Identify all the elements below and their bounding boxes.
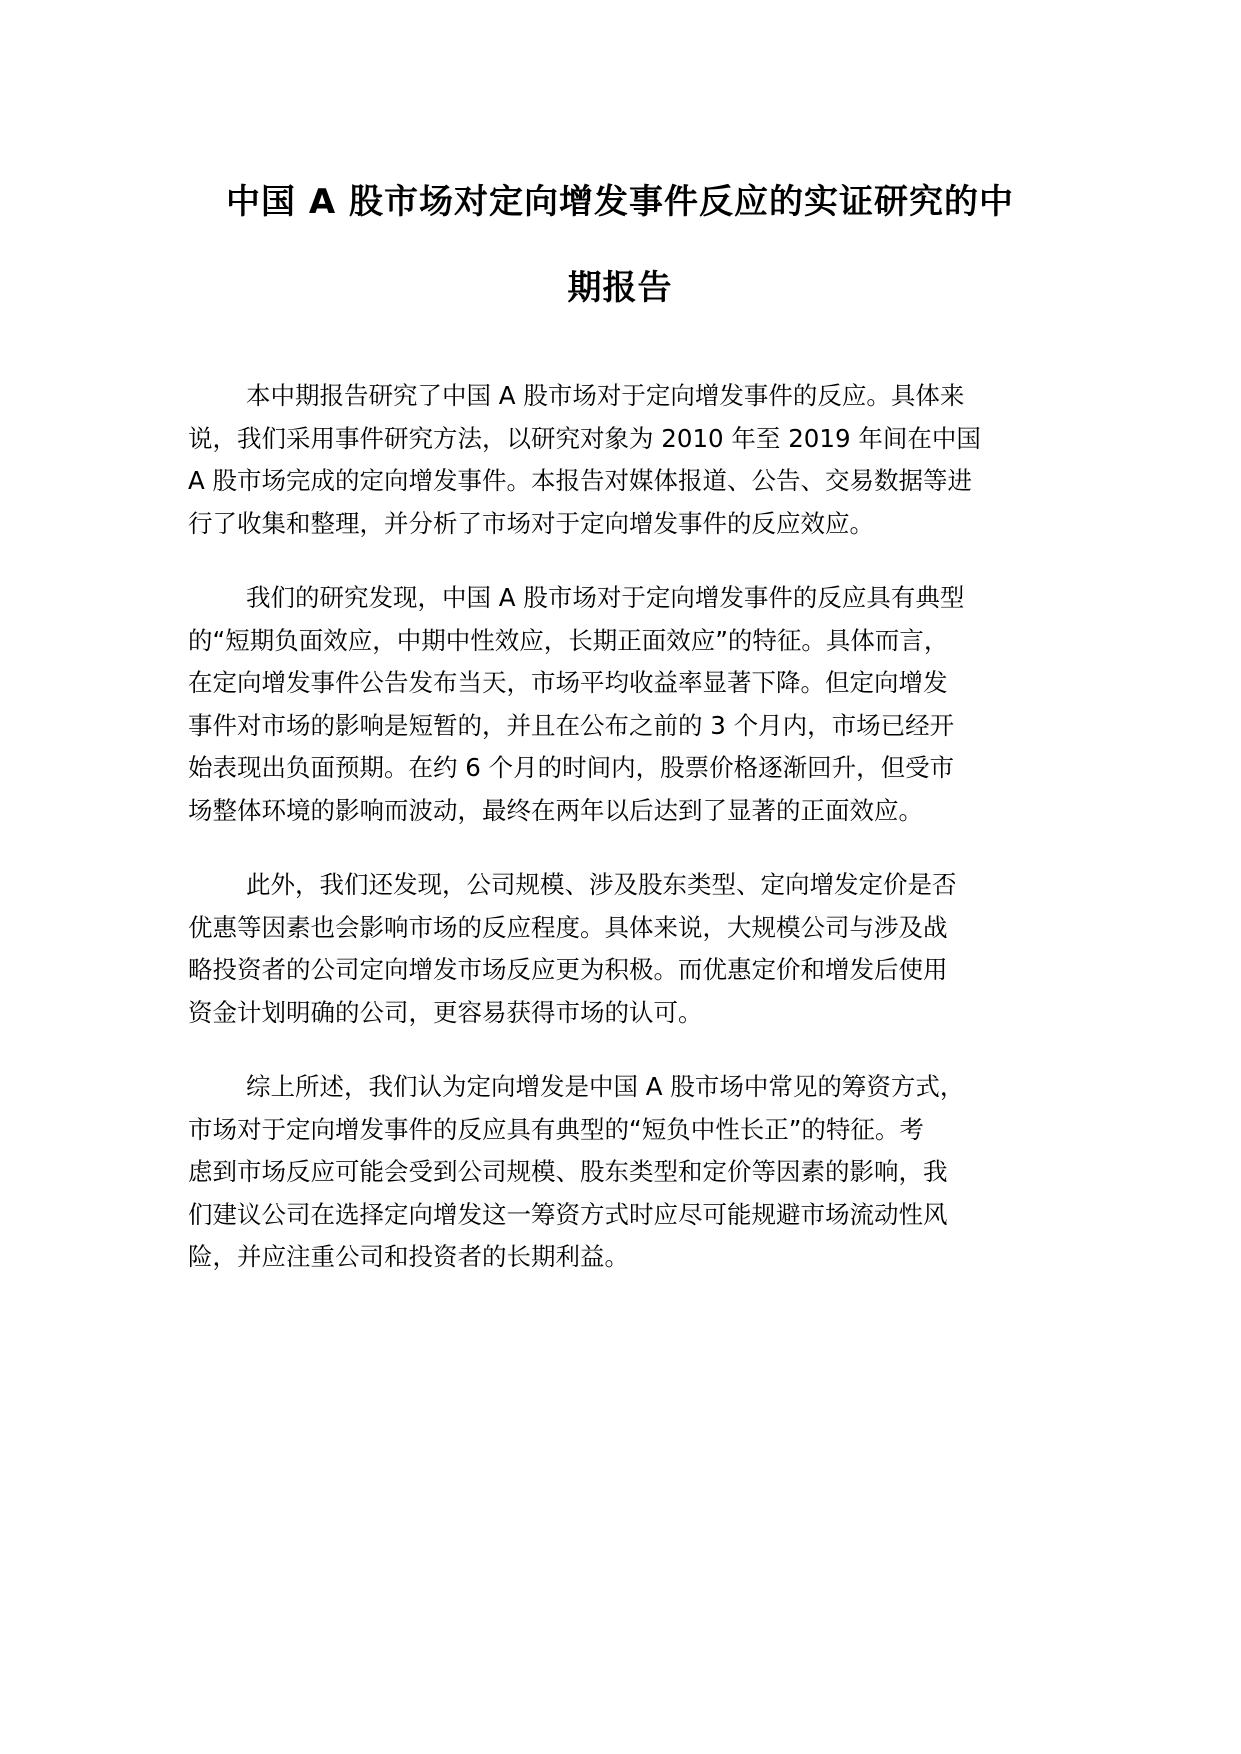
text-line: 事件对市场的影响是短暂的，并且在公布之前的 3 个月内，市场已经开 xyxy=(188,710,955,740)
document-title-line-1: 中国 A 股市场对定向增发事件反应的实证研究的中 xyxy=(226,182,1014,222)
document-title-line-2: 期报告 xyxy=(567,268,673,308)
paragraph-2 xyxy=(188,577,1088,832)
text-line: 始表现出负面预期。在约 6 个月的时间内，股票价格逐渐回升，但受市 xyxy=(188,753,955,782)
text-line: 虑到市场反应可能会受到公司规模、股东类型和定价等因素的影响，我 xyxy=(188,1157,948,1186)
paragraph-3 xyxy=(188,864,1088,1034)
text-line: 市场对于定向增发事件的反应具有典型的“短负中性长正”的特征。考 xyxy=(188,1114,924,1144)
text-line: 场整体环境的影响而波动，最终在两年以后达到了显著的正面效应。 xyxy=(188,795,923,825)
text-line: 在定向增发事件公告发布当天，市场平均收益率显著下降。但定向增发 xyxy=(188,668,948,697)
text-line: 说，我们采用事件研究方法，以研究对象为 2010 年至 2019 年间在中国 xyxy=(188,423,981,453)
text-line: 本中期报告研究了中国 A 股市场对于定向增发事件的反应。具体来 xyxy=(246,381,965,410)
text-line: 我们的研究发现，中国 A 股市场对于定向增发事件的反应具有典型 xyxy=(246,583,965,612)
document-body xyxy=(188,375,1088,1311)
paragraph-1 xyxy=(188,375,1088,545)
text-line: 们建议公司在选择定向增发这一筹资方式时应尽可能规避市场流动性风 xyxy=(188,1199,948,1229)
text-line: 略投资者的公司定向增发市场反应更为积极。而优惠定价和增发后使用 xyxy=(188,955,948,984)
text-line: 行了收集和整理，并分析了市场对于定向增发事件的反应效应。 xyxy=(188,508,874,538)
text-line: A 股市场完成的定向增发事件。本报告对媒体报道、公告、交易数据等进 xyxy=(188,466,973,495)
text-line: 优惠等因素也会影响市场的反应程度。具体来说，大规模公司与涉及战 xyxy=(188,912,948,942)
paragraph-4 xyxy=(188,1066,1088,1279)
text-line: 此外，我们还发现，公司规模、涉及股东类型、定向增发定价是否 xyxy=(246,870,957,899)
text-line: 的“短期负面效应，中期中性效应，长期正面效应”的特征。具体而言， xyxy=(188,625,949,655)
text-line: 综上所述，我们认为定向增发是中国 A 股市场中常见的筹资方式， xyxy=(246,1072,965,1101)
text-line: 资金计划明确的公司，更容易获得市场的认可。 xyxy=(188,997,703,1027)
text-line: 险，并应注重公司和投资者的长期利益。 xyxy=(188,1242,629,1271)
